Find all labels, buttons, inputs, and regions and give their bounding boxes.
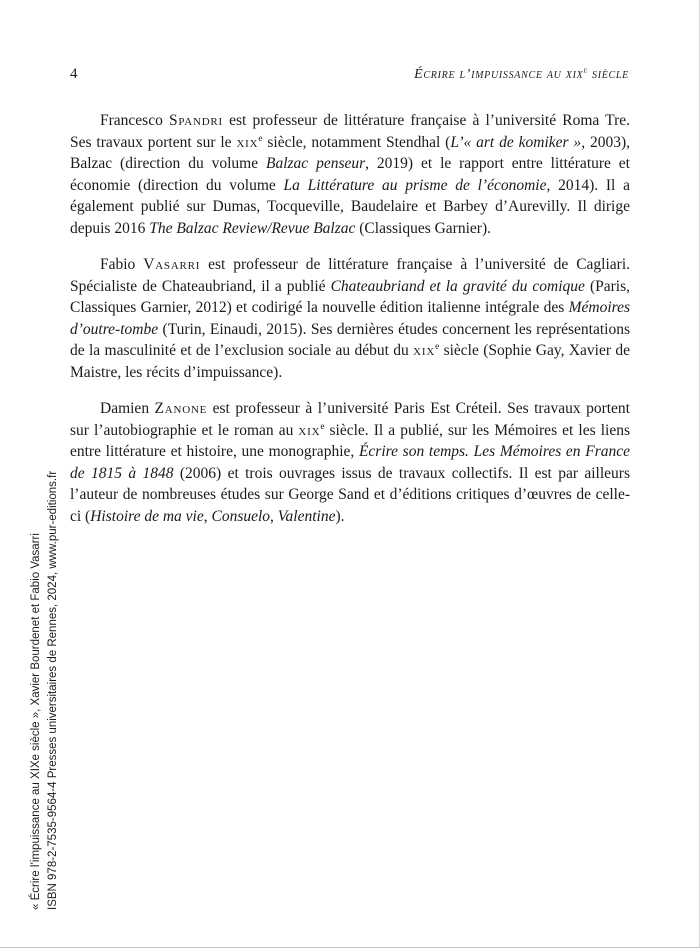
text-run: Consuelo xyxy=(211,507,271,525)
text-run: Écrire l’impuissance au xix xyxy=(414,67,584,82)
spine-credits xyxy=(28,418,62,910)
paragraph-damien-zanone xyxy=(70,398,630,527)
paragraph-fabio-vasarri xyxy=(70,254,630,383)
text-run: (Turin, Einaudi, 2015). Ses dernières études concernent les représentations de la masculinité et de l’exclusion sociale au début du xyxy=(70,320,630,359)
text-run: Damien xyxy=(100,400,155,417)
text-run: xix xyxy=(413,342,436,359)
text-run: (Paris, Classiques Garnier, 2012) et codirigé la nouvelle édition italienne intégrale des xyxy=(70,277,630,316)
page-number: 4 xyxy=(70,66,78,82)
text-run: L’« art de komiker » xyxy=(450,133,582,151)
spine-isbn-line: ISBN 978-2-7535-9564-4 Presses universitaires de Rennes, 2024, www.pur-editions.fr xyxy=(47,470,59,910)
text-run: Écrire son temps. Les Mémoires en France de 1815 à 1848 xyxy=(70,443,630,482)
text-run: (2006) et trois ouvrages issus de travaux collectifs. Il est par ailleurs l’auteur de nombreuses études sur George Sand et d’éditions critiques d’œuvres de celle-ci ( xyxy=(70,464,630,525)
text-run: , xyxy=(203,507,212,525)
text-run: xix xyxy=(236,133,259,151)
text-run: Francesco xyxy=(100,112,169,129)
text-run: e xyxy=(435,341,440,352)
text-run: est professeur de littérature française à l’université de Cagliari. Spécialiste de Chateaubriand, il a publié xyxy=(70,256,630,295)
text-run: Spandri xyxy=(168,112,223,129)
text-run: est professeur à l’université Paris Est Créteil. Ses travaux portent sur l’autobiographie et le roman au xyxy=(70,400,630,439)
text-run: , xyxy=(270,507,278,525)
text-run: Chateaubriand et la gravité du comique xyxy=(330,277,585,295)
page-body xyxy=(70,110,630,542)
text-run: , 2019) et le rapport entre littérature et économie (direction du volume xyxy=(70,155,630,194)
paragraph-francesco-spandri xyxy=(70,110,630,239)
text-run: siècle (Sophie Gay, Xavier de Maistre, les récits d’impuissance). xyxy=(70,342,630,381)
text-run: Valentine xyxy=(277,507,336,525)
text-run: The Balzac Review/Revue Balzac xyxy=(149,219,356,237)
text-run: siècle, notamment Stendhal ( xyxy=(262,133,451,151)
text-run: ). xyxy=(335,507,345,525)
text-run: La Littérature au prisme de l’économie xyxy=(283,176,547,194)
text-run: Zanone xyxy=(154,400,208,417)
page-header xyxy=(70,66,629,83)
text-run: est professeur de littérature française à l’université Roma Tre. Ses travaux portent sur le xyxy=(70,112,630,151)
text-run: Fabio xyxy=(100,256,144,273)
running-title xyxy=(414,67,629,83)
text-run: Histoire de ma vie xyxy=(90,507,204,525)
text-run: , 2003), Balzac (direction du volume xyxy=(70,133,630,172)
text-run: Balzac penseur xyxy=(266,155,366,172)
text-run: e xyxy=(583,65,588,75)
text-run: siècle. Il a publié, sur les Mémoires et les liens entre littérature et histoire, une monographie, xyxy=(70,421,630,460)
text-run: siècle xyxy=(587,67,629,82)
spine-title-line: « Écrire l’impuissance au XIXe siècle », Xavier Bourdenet et Fabio Vasarri xyxy=(30,533,42,910)
text-run: e xyxy=(258,133,263,144)
text-run: Mémoires d’outre-tombe xyxy=(70,299,630,338)
text-run: e xyxy=(320,421,325,432)
text-run: , 2014). Il a également publié sur Dumas, Tocqueville, Baudelaire et Barbey d’Aurevilly. Il dirige depuis 2016 xyxy=(70,176,630,237)
text-run: Vasarri xyxy=(143,256,201,273)
text-run: xix xyxy=(298,421,321,439)
text-run: (Classiques Garnier). xyxy=(355,219,491,237)
